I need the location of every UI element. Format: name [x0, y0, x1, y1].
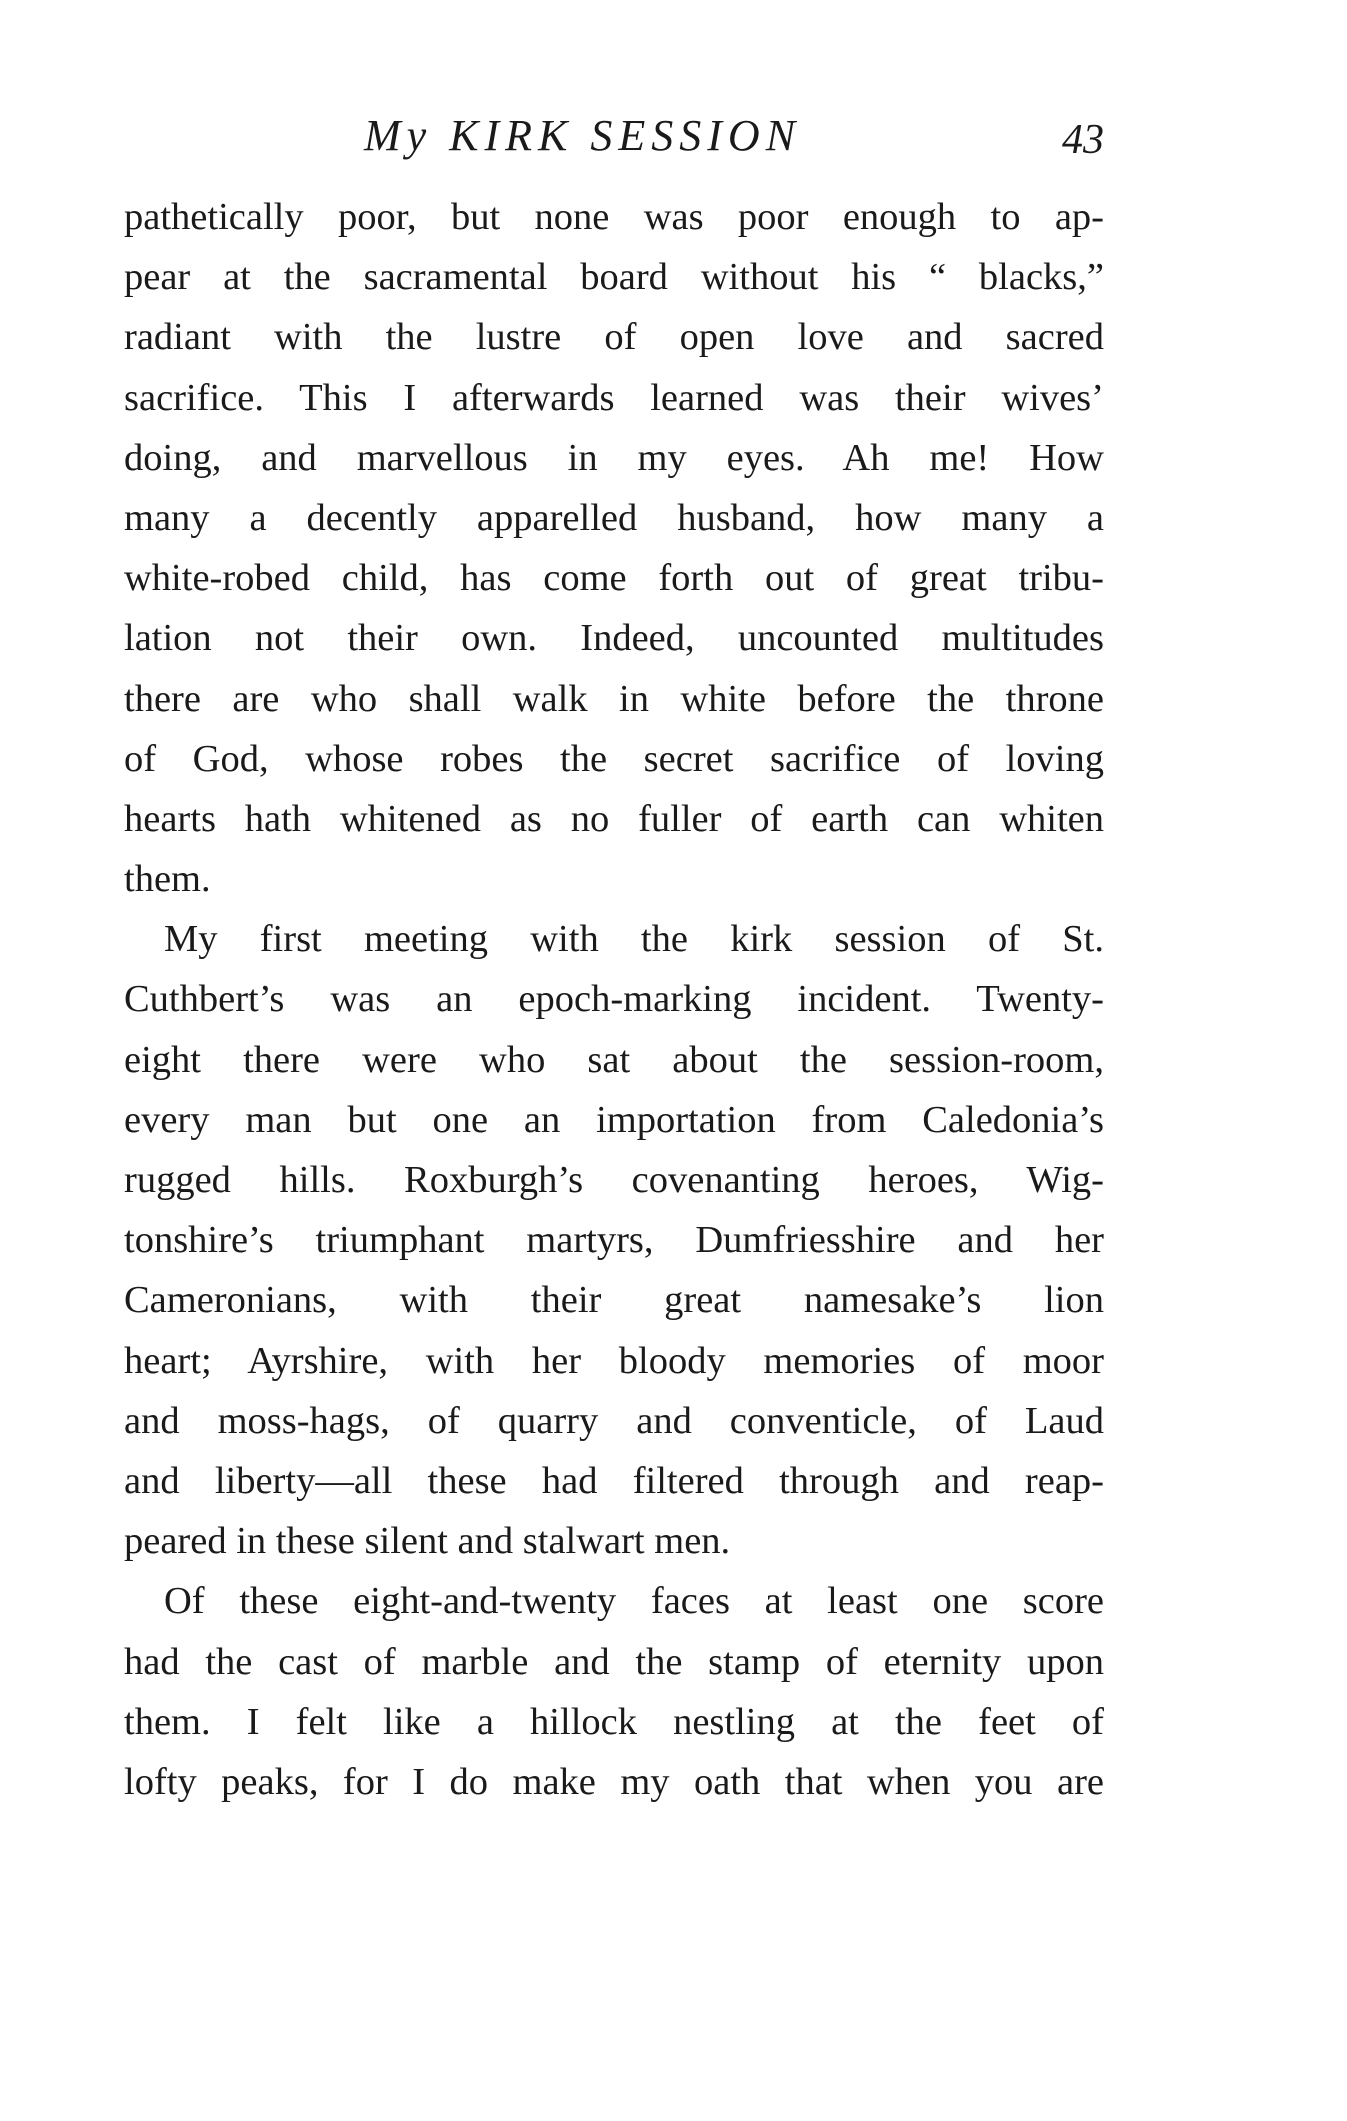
text-line: My first meeting with the kirk session of St.: [164, 918, 1104, 961]
text-line: peared in these silent and stalwart men.: [124, 1520, 731, 1563]
text-line: of God, whose robes the secret sacrifice of loving: [124, 737, 1104, 780]
text-line: lofty peaks, for I do make my oath that when you are: [124, 1760, 1104, 1803]
text-line: heart; Ayrshire, with her bloody memories of moor: [124, 1339, 1104, 1382]
text-line: Cuthbert’s was an epoch-marking incident. Twenty-: [124, 978, 1104, 1021]
paragraph-2: [124, 909, 1104, 1571]
text-line: pathetically poor, but none was poor enough to ap-: [124, 196, 1104, 238]
paragraph-3: [124, 1571, 1104, 1812]
text-line: every man but one an importation from Caledonia’s: [124, 1098, 1104, 1141]
text-line: and moss-hags, of quarry and conventicle, of Laud: [124, 1399, 1104, 1442]
text-line: hearts hath whitened as no fuller of earth can whiten: [124, 797, 1104, 840]
text-line: doing, and marvellous in my eyes. Ah me! How: [124, 436, 1104, 479]
text-line: had the cast of marble and the stamp of eternity upon: [124, 1640, 1104, 1683]
running-head: [124, 106, 1104, 166]
text-line: rugged hills. Roxburgh’s covenanting heroes, Wig-: [124, 1159, 1104, 1201]
text-line: there are who shall walk in white before the throne: [124, 677, 1104, 720]
body-text: [124, 187, 1104, 1812]
text-line: them. I felt like a hillock nestling at the feet of: [124, 1700, 1104, 1743]
paragraph-1: [124, 187, 1104, 909]
text-line: lation not their own. Indeed, uncounted multitudes: [124, 617, 1104, 660]
text-line: eight there were who sat about the session-room,: [124, 1038, 1104, 1081]
text-line: Of these eight-and-twenty faces at least one score: [164, 1580, 1104, 1623]
running-title: My KIRK SESSION: [364, 111, 802, 160]
text-line: sacrifice. This I afterwards learned was their wives’: [124, 376, 1104, 419]
text-line: pear at the sacramental board without his “ blacks,”: [124, 256, 1104, 299]
text-line: them.: [124, 858, 211, 901]
text-line: radiant with the lustre of open love and sacred: [124, 316, 1104, 359]
text-line: Cameronians, with their great namesake’s lion: [124, 1279, 1104, 1322]
text-line: many a decently apparelled husband, how many a: [124, 496, 1104, 539]
page-number: 43: [1062, 117, 1104, 163]
text-line: tonshire’s triumphant martyrs, Dumfriesshire and her: [124, 1219, 1104, 1262]
text-line: and liberty—all these had filtered through and reap-: [124, 1459, 1104, 1502]
text-line: white-robed child, has come forth out of great tribu-: [124, 557, 1104, 600]
